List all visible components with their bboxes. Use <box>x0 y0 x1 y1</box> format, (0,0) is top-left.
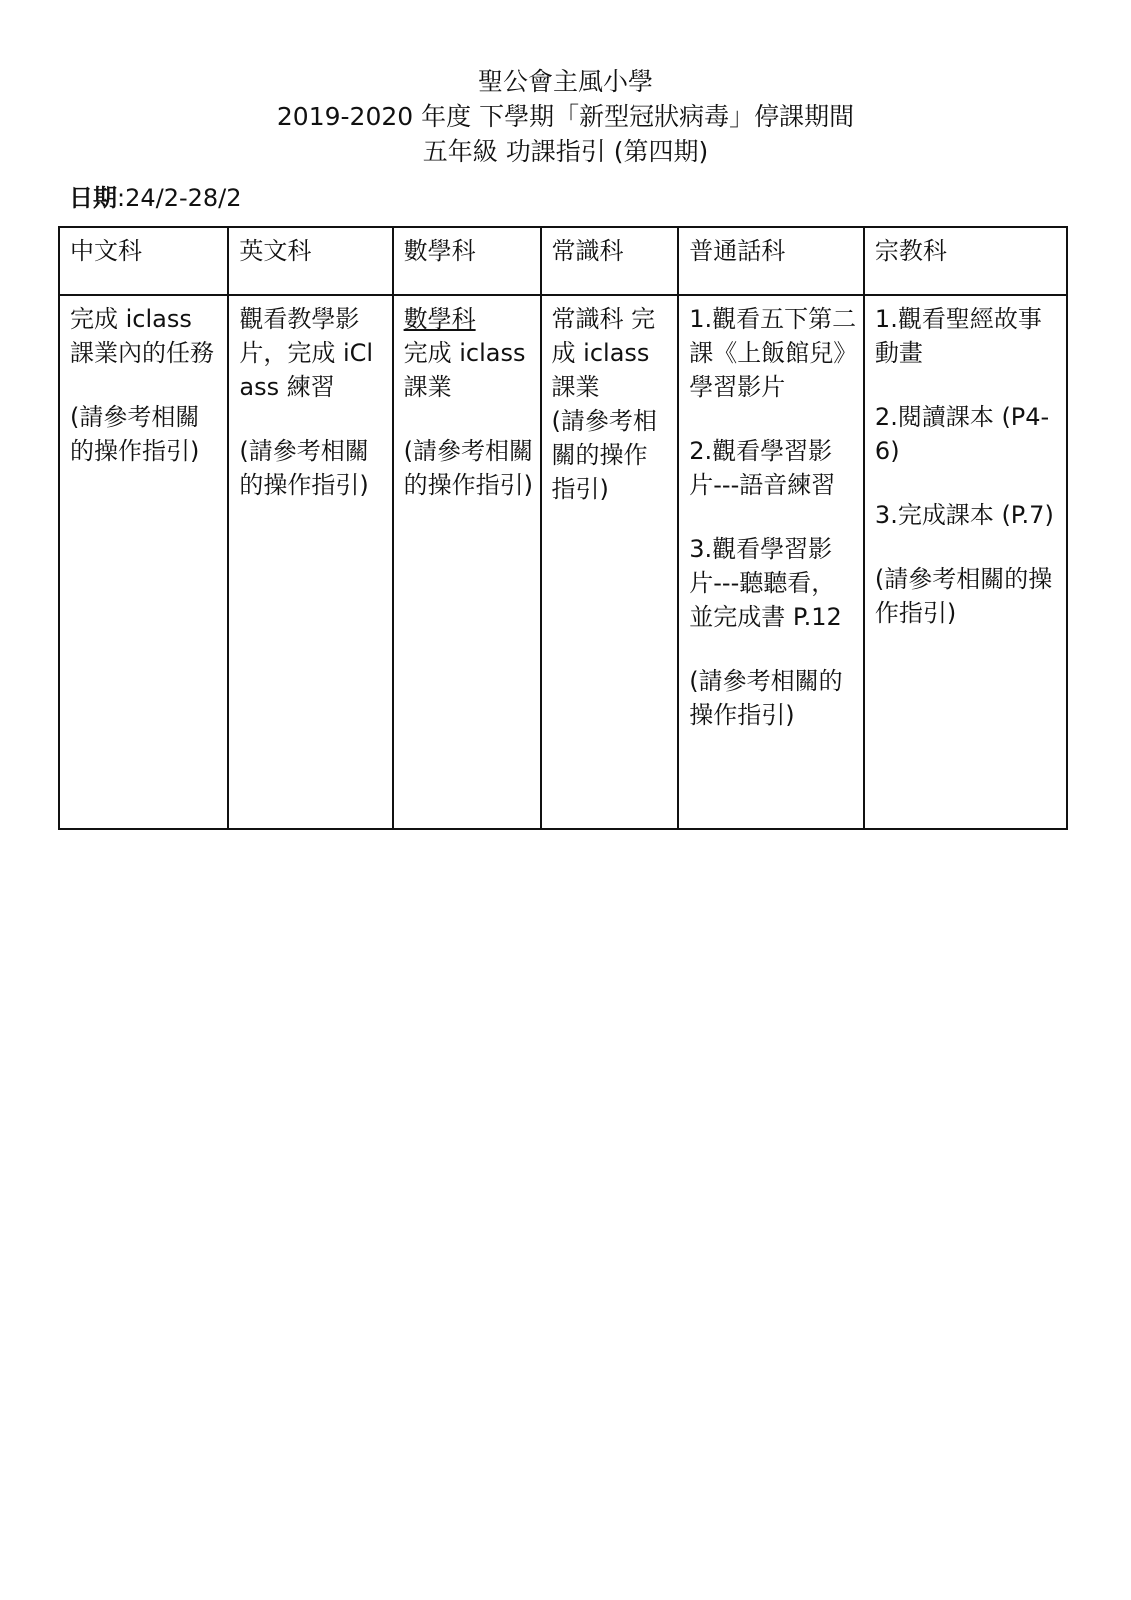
task-cell-putonghua <box>678 295 864 829</box>
header-cell-religion: 宗教科 <box>864 227 1067 295</box>
homework-table <box>58 226 1068 830</box>
task-text: 完成 iclass 課業 <box>403 339 526 401</box>
header-cell-putonghua: 普通話科 <box>678 227 864 295</box>
task-item-1: 1.觀看聖經故事動畫 <box>874 305 1042 367</box>
header-cell-general-studies: 常識科 <box>541 227 679 295</box>
task-cell-maths <box>393 295 541 829</box>
task-text: 觀看教學影片，完成 iClass 練習 <box>239 305 374 401</box>
guide-note: (請參考相關的操作指引) <box>239 437 369 499</box>
task-item-2: 2.觀看學習影片---語音練習 <box>689 437 836 499</box>
grade-title: 五年級 功課指引 (第四期) <box>422 137 709 166</box>
date-line <box>69 178 242 213</box>
guide-note: (請參考相關的操作指引) <box>551 407 657 503</box>
school-name: 聖公會主風小學 <box>477 67 653 96</box>
date-value: :24/2-28/2 <box>117 184 242 212</box>
task-cell-chinese <box>59 295 228 829</box>
guide-note: (請參考相關的操作指引) <box>403 437 533 499</box>
document-header <box>0 64 1131 169</box>
header-cell-english: 英文科 <box>228 227 392 295</box>
table-header-row <box>59 227 1067 295</box>
task-cell-general-studies <box>541 295 679 829</box>
task-item-3: 3.觀看學習影片---聽聽看，並完成書 P.12 <box>689 535 842 631</box>
task-item-2: 2.閱讀課本 (P4-6) <box>874 403 1050 465</box>
maths-heading: 數學科 <box>403 305 476 333</box>
header-cell-chinese: 中文科 <box>59 227 228 295</box>
task-cell-religion <box>864 295 1067 829</box>
task-text: 常識科 完成 iclass 課業 <box>551 305 656 401</box>
guide-note: (請參考相關的操作指引) <box>70 403 200 465</box>
term-title: 2019-2020 年度 下學期「新型冠狀病毒」停課期間 <box>276 102 855 131</box>
guide-note: (請參考相關的操作指引) <box>874 565 1053 627</box>
guide-note: (請參考相關的操作指引) <box>689 667 843 729</box>
task-text: 完成 iclass 課業內的任務 <box>70 305 214 367</box>
task-item-1: 1.觀看五下第二課《上飯館兒》學習影片 <box>689 305 857 401</box>
task-item-3: 3.完成課本 (P.7) <box>874 501 1054 529</box>
date-label: 日期 <box>69 184 117 212</box>
header-cell-maths: 數學科 <box>393 227 541 295</box>
table-body-row <box>59 295 1067 829</box>
task-cell-english <box>228 295 392 829</box>
